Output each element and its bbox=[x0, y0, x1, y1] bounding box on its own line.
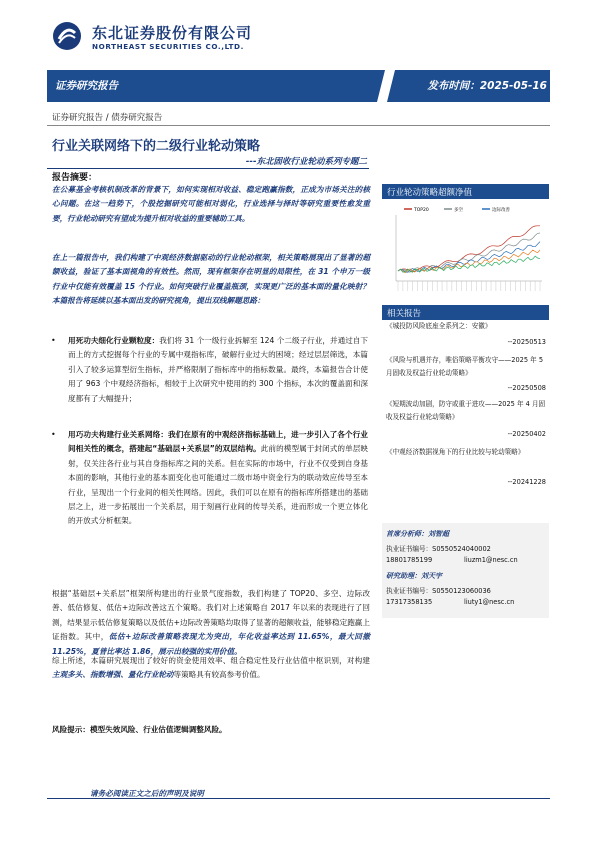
related-report-1-date: --20250513 bbox=[507, 338, 546, 346]
assistant-label: 研究助理：刘天宇 bbox=[386, 572, 442, 580]
report-subtitle: ---东北固收行业轮动系列专题二 bbox=[245, 157, 367, 167]
bullet-1-lead: 用死功夫细化行业颗粒度： bbox=[68, 336, 160, 345]
chief-analyst-email[interactable]: liuzm1@nesc.cn bbox=[464, 556, 518, 564]
risk-warning: 风险提示：模型失效风险、行业估值逻辑调整风险。 bbox=[52, 725, 227, 734]
related-report-4-date: --20241228 bbox=[507, 478, 546, 486]
related-report-3-date: --20250402 bbox=[507, 430, 546, 438]
related-heading-bar bbox=[382, 305, 549, 320]
chart-heading: 行业轮动策略超额净值 bbox=[387, 188, 473, 198]
chart-series-line-2 bbox=[398, 233, 540, 272]
assistant-name: 刘天宇 bbox=[421, 572, 442, 580]
related-report-3[interactable]: 《短期波动加剧，防守或重于进攻——2025 年 4 月固收及权益行业轮动策略》 bbox=[386, 400, 546, 421]
legend-label-3: 边际改善 bbox=[492, 208, 510, 213]
assistant-cert: 执业证书编号：S0550123060036 bbox=[386, 587, 491, 595]
breadcrumb-divider bbox=[47, 125, 550, 126]
subtitle-divider bbox=[47, 168, 369, 169]
bullet-1-text: 我们将 31 个一级行业拆解至 124 个二级子行业，并通过自下而上的方式挖掘每个行业的专属中观指标库，破解行业过大的困境；经过层层筛选，本篇引入了较多运算型衍生指标，并严格限制了指标库中的指标数量。最终，本篇报告合计使用了 963 个中观经济指标，相较于上次研究中使用的约 300 个指标，本次的覆盖面和深度都有了大幅提升； bbox=[68, 336, 369, 403]
method-bullet-1 bbox=[51, 334, 369, 406]
related-report-2-date: --20250508 bbox=[507, 384, 546, 392]
company-logo-icon bbox=[52, 21, 82, 51]
chart-x-ticks bbox=[398, 281, 540, 291]
summary-paragraph-4 bbox=[52, 654, 370, 683]
paragraph-3-text: 根据“基础层+关系层”框架所构建出的行业景气度指数，我们构建了 TOP20、多空、边际改善、低估修复、低估+边际改善这五个策略。我们对上述策略自 2017 年以来的表现进行了回测，结果显示低估修复策略以及低估+边际改善策略均取得了显著的超额收益，能够稳定跑赢上证指数。其中， bbox=[52, 589, 370, 642]
paragraph-4-text-a: 综上所述，本篇研究展现出了较好的资金使用效率、组合稳定性及行业估值中枢识别，对构建 bbox=[52, 656, 370, 665]
chief-analyst-cert: 执业证书编号：S0550524040002 bbox=[386, 545, 491, 553]
assistant-email[interactable]: liuty1@nesc.cn bbox=[464, 598, 515, 606]
paragraph-4-text-c: 等策略具有较高参考价值。 bbox=[173, 670, 265, 680]
summary-paragraph-2: 在上一篇报告中，我们构建了中观经济数据驱动的行业轮动框架，相关策略展现出了显著的超额收益，验证了基本面视角的有效性。然而，现有框架存在明显的局限性，在 31 个申万一级行业中仅能有效覆盖 15 个行业。如何突破行业覆盖瓶颈，实现更广泛的基本面的量化映射？本篇报告将延续以基本面出发的研究视角，提出双线解题思路： bbox=[52, 253, 370, 306]
method-bullet-2 bbox=[51, 428, 369, 529]
legend-label-2: 多空 bbox=[454, 208, 463, 213]
breadcrumb: 证券研究报告 / 债券研究报告 bbox=[52, 113, 163, 123]
chief-analyst-label: 首席分析师：刘智超 bbox=[386, 530, 449, 538]
paragraph-3-highlight: 低估+边际改善策略表现尤为突出，年化收益率达到 11.65%，最大回撤 11.25%，夏普比率达 1.86，展示出较强的实用价值。 bbox=[52, 632, 370, 656]
bullet-dot-icon: • bbox=[51, 336, 56, 345]
bullet-2-lead: 用巧功夫构建行业关系网络：我们在原有的中观经济指标基础上，进一步引入了各个行业间相关性的概念，搭建起“基础层+关系层”的双层结构。 bbox=[68, 430, 368, 454]
assistant-phone: 17317358135 bbox=[386, 598, 433, 606]
report-title: 行业关联网络下的二级行业轮动策略 bbox=[52, 139, 261, 154]
banner-publish-date: 发布时间：2025-05-16 bbox=[427, 80, 547, 92]
chief-analyst-phone: 18801785199 bbox=[386, 556, 433, 564]
chief-analyst-name: 刘智超 bbox=[428, 530, 449, 538]
related-report-2[interactable]: 《风险与机遇并存，唯俗策略平衡攻守——2025 年 5 月固收及权益行业轮动策略》 bbox=[386, 356, 544, 377]
brand-name-cn: 东北证券股份有限公司 bbox=[92, 24, 253, 42]
excess-nav-chart-svg bbox=[382, 201, 549, 301]
footer-disclaimer: 请务必阅读正文之后的声明及说明 bbox=[90, 789, 204, 798]
chart-heading-bar bbox=[382, 184, 549, 199]
footer-divider bbox=[47, 798, 550, 799]
summary-paragraph-1: 在公募基金考核机制改革的背景下，如何实现相对收益、稳定跑赢指数，正成为市场关注的核心问题。在这一趋势下，个股挖掘研究可能相对弱化，行业选择与择时等研究重要性愈发重要，行业轮动研究有望成为提升相对收益的重要辅助工具。 bbox=[52, 185, 370, 223]
bullet-dot-icon: • bbox=[51, 430, 56, 439]
paragraph-4-highlight: 主观多头、指数增强、量化行业轮动 bbox=[52, 670, 174, 680]
analyst-info-box bbox=[382, 523, 549, 618]
summary-paragraph-3 bbox=[52, 587, 370, 659]
brand-name-en: NORTHEAST SECURITIES CO.,LTD. bbox=[92, 42, 244, 51]
related-report-1[interactable]: 《城投防风险底座全系列之：安徽》 bbox=[386, 322, 492, 330]
chart-series-lines bbox=[398, 226, 540, 273]
related-heading: 相关报告 bbox=[387, 309, 422, 319]
summary-heading: 报告摘要： bbox=[52, 173, 98, 183]
chart-legend bbox=[404, 206, 510, 213]
excess-nav-chart bbox=[382, 201, 549, 301]
legend-label-1: TOP20 bbox=[414, 208, 429, 213]
bullet-2-text: 此前的模型属于封闭式的单层映射，仅关注各行业与其自身指标库之间的关系。但在实际的市场中，行业不仅受到自身基本面的影响，其他行业的基本面变化也可能通过二级市场中资金行为的联动效应传导至本行业，呈现出一个行业间的相关性网络。因此，我们可以在原有的指标库所搭建出的基础层之上，进一步拓展出一个关系层，用于刻画行业间的传导关系，进而形成一个更立体化的开放式分析框架。 bbox=[68, 444, 369, 526]
related-report-4[interactable]: 《中观经济数据视角下的行业比较与轮动策略》 bbox=[386, 448, 525, 456]
banner-report-type: 证券研究报告 bbox=[55, 80, 118, 92]
